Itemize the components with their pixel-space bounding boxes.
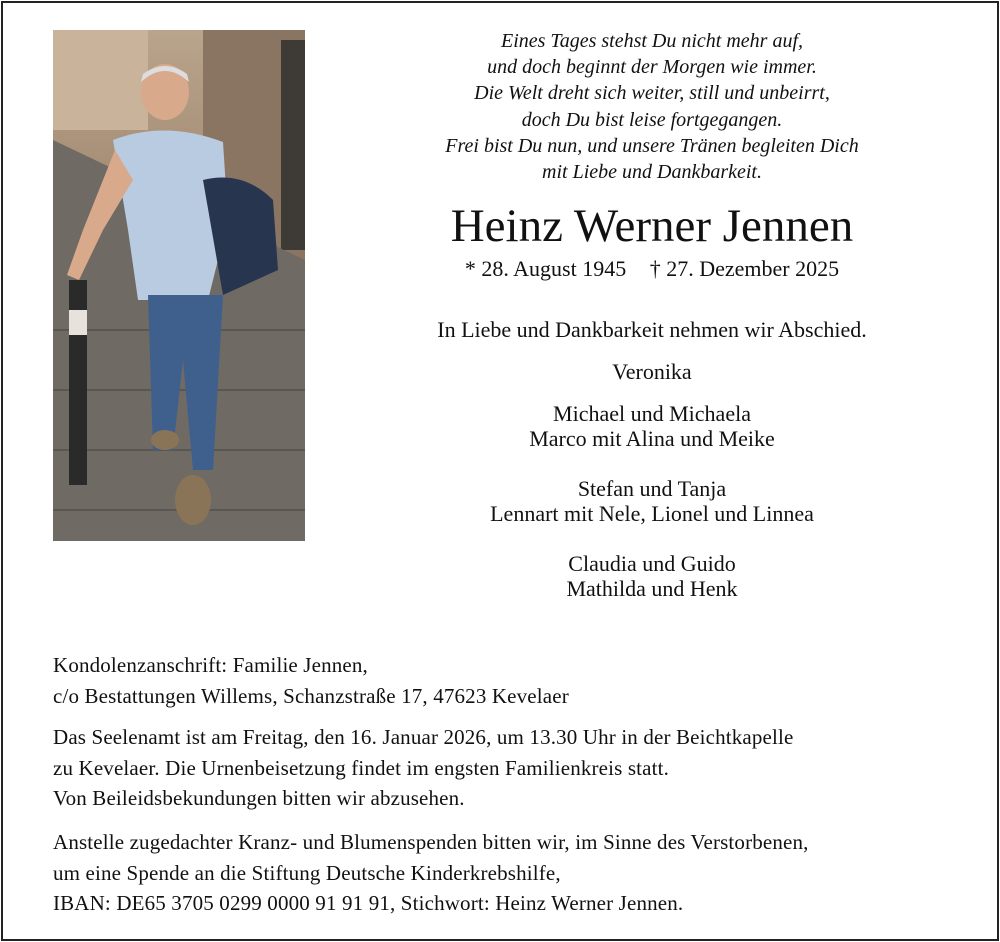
mourner-line: Claudia und Guido xyxy=(568,551,736,576)
mourner-line: Marco mit Alina und Meike xyxy=(529,426,775,451)
death-date: † 27. Dezember 2025 xyxy=(649,256,840,281)
poem-line: Die Welt dreht sich weiter, still und unbeirrt, xyxy=(474,82,830,105)
poem xyxy=(352,28,952,185)
poem-line: und doch beginnt der Morgen wie immer. xyxy=(487,56,817,79)
condolence-address xyxy=(53,650,983,711)
mourners-section xyxy=(352,317,952,601)
donation-line: Anstelle zugedachter Kranz- und Blumenspenden bitten wir, im Sinne des Verstorbenen, xyxy=(53,830,809,854)
poem-line: Eines Tages stehst Du nicht mehr auf, xyxy=(500,30,804,52)
service-info xyxy=(53,722,983,814)
portrait-photo xyxy=(53,30,305,541)
poem-line: doch Du bist leise fortgegangen. xyxy=(521,108,783,131)
deceased-name: Heinz Werner Jennen xyxy=(450,200,854,252)
poem-line: Frei bist Du nun, und unsere Tränen begleiten Dich xyxy=(445,134,859,157)
birth-date: * 28. August 1945 xyxy=(464,256,627,281)
poem-line: mit Liebe und Dankbarkeit. xyxy=(542,161,762,184)
mourner-line: Michael und Michaela xyxy=(553,401,751,426)
service-line: Das Seelenamt ist am Freitag, den 16. Januar 2026, um 13.30 Uhr in der Beichtkapelle xyxy=(53,725,794,749)
life-dates xyxy=(352,255,952,283)
mourner-line: Stefan und Tanja xyxy=(577,476,727,501)
mourner-line: Lennart mit Nele, Lionel und Linnea xyxy=(490,501,814,526)
mourner-spouse: Veronika xyxy=(612,359,692,384)
donation-iban: IBAN: DE65 3705 0299 0000 91 91 91, Stichwort: Heinz Werner Jennen. xyxy=(53,891,684,915)
donation-line: um eine Spende an die Stiftung Deutsche Kinderkrebshilfe, xyxy=(53,860,561,885)
farewell-text: In Liebe und Dankbarkeit nehmen wir Abschied. xyxy=(437,317,867,342)
service-line: zu Kevelaer. Die Urnenbeisetzung findet im engsten Familienkreis statt. xyxy=(53,755,669,780)
address-line: Kondolenzanschrift: Familie Jennen, xyxy=(53,653,368,677)
service-line: Von Beileidsbekundungen bitten wir abzusehen. xyxy=(53,786,465,810)
portrait-illustration xyxy=(53,30,305,541)
donation-info xyxy=(53,827,983,919)
address-line: c/o Bestattungen Willems, Schanzstraße 17, 47623 Kevelaer xyxy=(53,683,569,708)
mourner-line: Mathilda und Henk xyxy=(566,576,738,601)
